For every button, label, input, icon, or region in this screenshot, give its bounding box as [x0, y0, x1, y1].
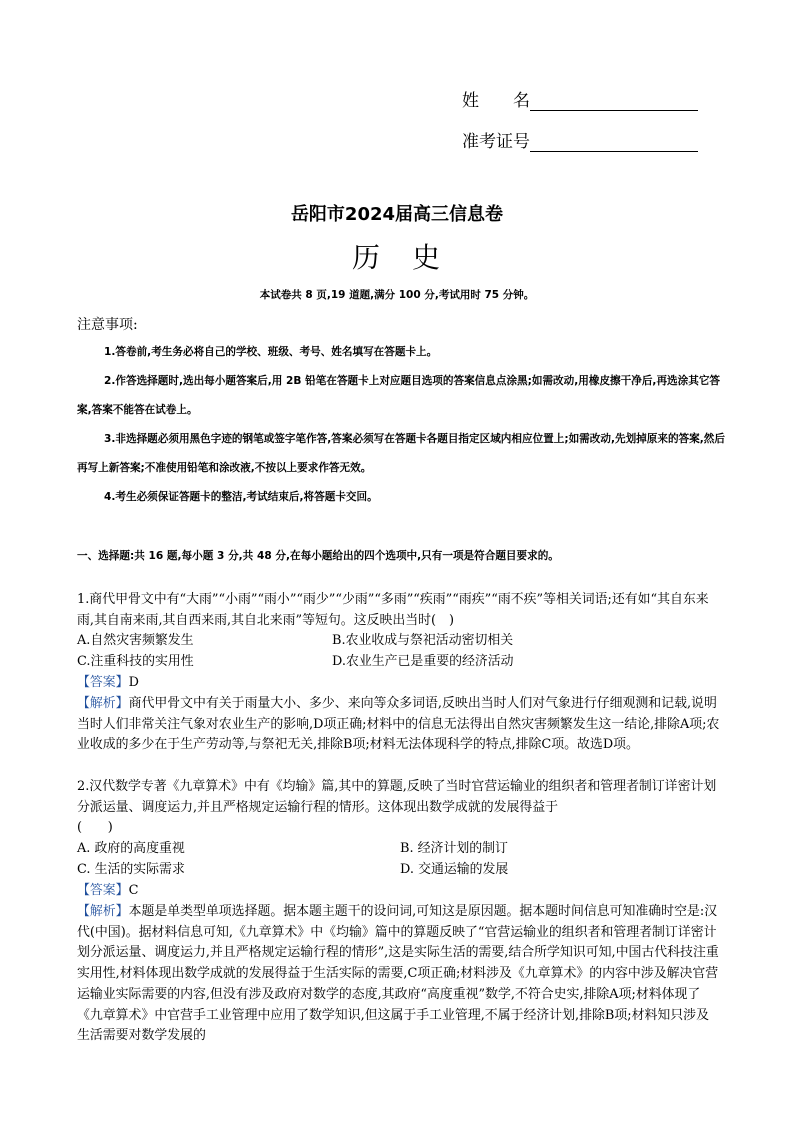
question-2-analysis	[77, 902, 720, 1048]
answer-tag: 【答案】	[77, 675, 129, 690]
exam-number-field[interactable]	[462, 127, 698, 152]
question-2-option-a[interactable]: A. 政府的高度重视	[77, 841, 185, 856]
answer-value: C	[128, 883, 139, 898]
question-2-option-b[interactable]: B. 经济计划的制订	[400, 841, 508, 856]
subject-title: 历 史	[351, 241, 442, 274]
question-2-blank: ( )	[77, 820, 113, 835]
question-2-stem: 2.汉代数学专著《九章算术》中有《均输》篇,其中的算题,反映了当时官营运输业的组织者和管理者制订详密计划分派运量、调度运力,并且严格规定运输行程的情形。这体现出数学成就的发展得益于	[77, 779, 717, 815]
question-1-option-d[interactable]: D.农业生产已是重要的经济活动	[332, 654, 514, 669]
name-field[interactable]	[462, 86, 698, 111]
question-2-option-c[interactable]: C. 生活的实际需求	[77, 862, 185, 877]
notes-heading: 注意事项:	[77, 317, 138, 333]
question-2-answer	[77, 881, 720, 902]
question-1-stem: 1.商代甲骨文中有“大雨”“小雨”“雨小”“雨少”“少雨”“多雨”“疾雨”“雨疾”“雨不疾”等相关词语;还有如“其自东来雨,其自南来雨,其自西来雨,其自北来雨”等短句。这反映出当时( )	[77, 592, 709, 628]
name-blank-line[interactable]	[530, 92, 698, 111]
exam-title: 岳阳市2024届高三信息卷	[290, 204, 504, 225]
name-label: 姓 名	[462, 91, 530, 111]
answer-tag: 【答案】	[77, 883, 129, 898]
exam-number-label: 准考证号	[462, 132, 530, 152]
exam-meta: 本试卷共 8 页,19 道题,满分 100 分,考试用时 75 分钟。	[259, 289, 535, 301]
question-1-options-row-1	[77, 631, 720, 652]
question-1-option-b[interactable]: B.农业收成与祭祀活动密切相关	[332, 633, 514, 648]
question-1-options-row-2	[77, 652, 720, 673]
exam-number-blank-line[interactable]	[530, 133, 698, 152]
question-1-analysis	[77, 694, 720, 756]
analysis-tag: 【解析】	[77, 696, 129, 711]
analysis-text: 商代甲骨文中有关于雨量大小、多少、来向等众多词语,反映出当时人们对气象进行仔细观测和记载,说明当时人们非常关注气象对农业生产的影响,D项正确;材料中的信息无法得出自然灾害频繁发生这一结论,排除A项;农业收成的多少在于生产劳动等,与祭祀无关,排除B项;材料无法体现科学的特点,排除C项。故选D项。	[77, 696, 720, 753]
question-1-answer	[77, 673, 720, 694]
note-item: 2.作答选择题时,选出每小题答案后,用 2B 铅笔在答题卡上对应题目选项的答案信息点涂黑;如需改动,用橡皮擦干净后,再选涂其它答案,答案不能答在试卷上。	[77, 375, 721, 416]
note-item: 1.答卷前,考生务必将自己的学校、班级、考号、姓名填写在答题卡上。	[104, 346, 438, 358]
note-item: 3.非选择题必须用黑色字迹的钢笔或签字笔作答,答案必须写在答题卡各题目指定区域内相应位置上;如需改动,先划掉原来的答案,然后再写上新答案;不准使用铅笔和涂改液,不按以上要求作答无效。	[77, 433, 725, 474]
question-2-options-row-2	[77, 860, 720, 881]
note-item: 4.考生必须保证答题卡的整洁,考试结束后,将答题卡交回。	[104, 491, 378, 503]
analysis-text: 本题是单类型单项选择题。据本题主题干的设问词,可知这是原因题。据本题时间信息可知准确时空是:汉代(中国)。据材料信息可知,《九章算术》中《均输》篇中的算题反映了“官营运输业的组织者和管理者制订详密计划分派运量、调度运力,并且严格规定运输行程的情形”,这是实际生活的需要,结合所学知识可知,中国古代科技注重实用性,材料体现出数学成就的发展得益于生活实际的需要,C项正确;材料涉及《九章算术》的内容中涉及解决官营运输业实际需要的内容,但没有涉及政府对数学的态度,其政府“高度重视”数学,不符合史实,排除A项;材料体现了《九章算术》中官营手工业管理中应用了数学知识,但这属于手工业管理,不属于经济计划,排除B项;材料知只涉及生活需要对数学发展的	[77, 904, 719, 1044]
question-1-option-c[interactable]: C.注重科技的实用性	[77, 654, 194, 669]
section-heading: 一、选择题:共 16 题,每小题 3 分,共 48 分,在每小题给出的四个选项中,只有一项是符合题目要求的。	[77, 550, 559, 562]
answer-value: D	[128, 675, 139, 690]
question-2-option-d[interactable]: D. 交通运输的发展	[400, 862, 509, 877]
question-2-options-row-1	[77, 839, 720, 860]
question-1-option-a[interactable]: A.自然灾害频繁发生	[77, 633, 194, 648]
analysis-tag: 【解析】	[77, 904, 129, 919]
